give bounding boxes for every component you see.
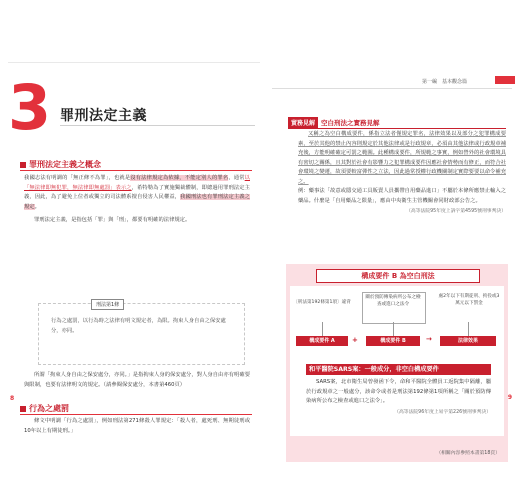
- law-ref-c: 處2年以下有期徒刑、拘役或3萬元以下罰金: [438, 294, 500, 306]
- sars-case-heading: 和平醫院SARS案：一般成分，非空白構成要件: [306, 364, 491, 375]
- connector-b: [393, 322, 394, 336]
- blank-criminal-law-panel: [286, 264, 508, 462]
- legal-effect-pill: 法律效果: [440, 336, 496, 346]
- panel-title: 構成要件 B 為空白刑法: [316, 269, 480, 283]
- case-tag: 實務見解: [288, 117, 318, 128]
- chapter-title: 罪刑法定主義: [60, 108, 147, 124]
- case-heading-rule: [288, 128, 506, 129]
- section-heading-text: 罪刑法定主義之概念: [29, 160, 101, 169]
- section-heading-1: [20, 159, 101, 170]
- case-citation: （高等法院95年度上訴字第4595號刑事判決）: [406, 209, 506, 214]
- case-heading: [288, 117, 380, 128]
- law-ref-b: 關於預防傳染病所公布之檢查或進口之法令: [365, 295, 421, 307]
- right-page: [260, 62, 512, 456]
- panel-citation: （相關內容參照本書第18頁）: [436, 451, 500, 456]
- element-b-pill: 構成要件 B: [366, 336, 420, 346]
- section-rule-1: [20, 170, 252, 171]
- bullet-square-icon: [20, 162, 26, 168]
- element-a-pill: 構成要件 A: [296, 336, 348, 346]
- law-article-text: 行為之處罰，以行為時之法律有明文規定者，為限。拘束人身自由之保安處分，亦同。: [51, 318, 226, 334]
- case-paragraph: 又稱之為空白構成要件，係指立法者僅規定罪名，法律效果以及部分之犯罪構成要素，至於其他的禁止內容則規定於其他法律或是行政規章，必須由其他法律或行政規章補充後，方能明確確定可罰之範圍。此種構成要件，所規範之事實，例如營外的社會環境具有密切之關係，且其對於社會有影響力之犯罪構成要件因應社會情勢而有修正，而符合社會環境之變遷，故須要較富彈性之立法，因此過常授權行政機關制定實際要要以命令補充之。: [298, 131, 506, 185]
- connector-a: [322, 322, 323, 336]
- section1-body: [24, 174, 250, 226]
- plus-icon: +: [352, 336, 358, 344]
- case-title: 空白刑法之實務見解: [321, 119, 380, 127]
- connector-c: [468, 322, 469, 336]
- section1-paragraph-2: 罪刑法定主義，是指包括「罪」與「刑」，都要有明確的法律規定。: [34, 217, 191, 223]
- chapter-number: 3: [8, 71, 52, 144]
- case-body: [298, 130, 506, 214]
- page-number-left: 8: [10, 395, 15, 402]
- section-heading-text: 行為之處罰: [29, 404, 69, 413]
- header-rule: [272, 88, 512, 89]
- bullet-square-icon: [20, 406, 26, 412]
- law-ref-a: 〔刑法第192條第1項〕違背: [293, 300, 351, 305]
- sars-case-body: [306, 378, 491, 415]
- arrow-right-icon: →: [426, 335, 432, 343]
- section1-paragraph: 我國志法有明調的「無正條不為罪」，也就是沒有法律規定為依據，不能定別人的罪名，通常以「無法律即無犯罪，無法律即無處罰」表示之，希特勒為了實施獨裁體制，即總過用罪刑法定主義，因此，為了避免上位者或獨立的司法體系擅自侵害人民權益，我國刑法也有罪刑法定主義之規定。: [24, 175, 250, 210]
- law-article-tab: 刑法第1條: [91, 299, 124, 310]
- law-article-box: [38, 303, 245, 365]
- sars-case-citation: （高等法院96年度上易字第226號刑事判決）: [394, 409, 491, 415]
- diagram-area: [290, 286, 504, 436]
- section2-paragraph: 條文中明調「行為之處罰」，例如刑法第271條殺人罪規定：「殺人者，處死刑、無期徒刑或10年以上有期徒刑。」: [24, 418, 250, 434]
- page-number-right: 9: [507, 394, 512, 401]
- left-page: [8, 62, 260, 434]
- running-header: 第一編 基本觀念篇: [422, 79, 468, 85]
- section-rule-2: [20, 414, 252, 415]
- sars-case-paragraph: SARS案，北市衛生局曾發函下令，命和平醫院全體員工返院集中隔離，屬於行政規章之一般處分，該命令或者是刑法第192條第1項所稱之「關於預防傳染病所公布之檢查或進口之法令」。: [306, 379, 491, 404]
- section1-paragraph-3: 所謂「拘束人身自由之保安處分，亦同。」是指拘束人身的保安處分，對人身自由亦有明確要與限制，也要有法律明文的規定。（請參閱保安處分，本書第460頁）: [24, 372, 250, 388]
- running-header-bar: [495, 76, 515, 84]
- section-heading-2: [20, 403, 69, 414]
- case-example: 例：藥事法「故意或隱交通工具販賣人員攜帶自用藥品進口」不屬於本條所應禁止輸入之藥品。什麼是「自用藥品之限量」，應由中央衛生主管機關會同財政部公告之。: [298, 188, 506, 204]
- chapter-title-rule: [60, 125, 255, 126]
